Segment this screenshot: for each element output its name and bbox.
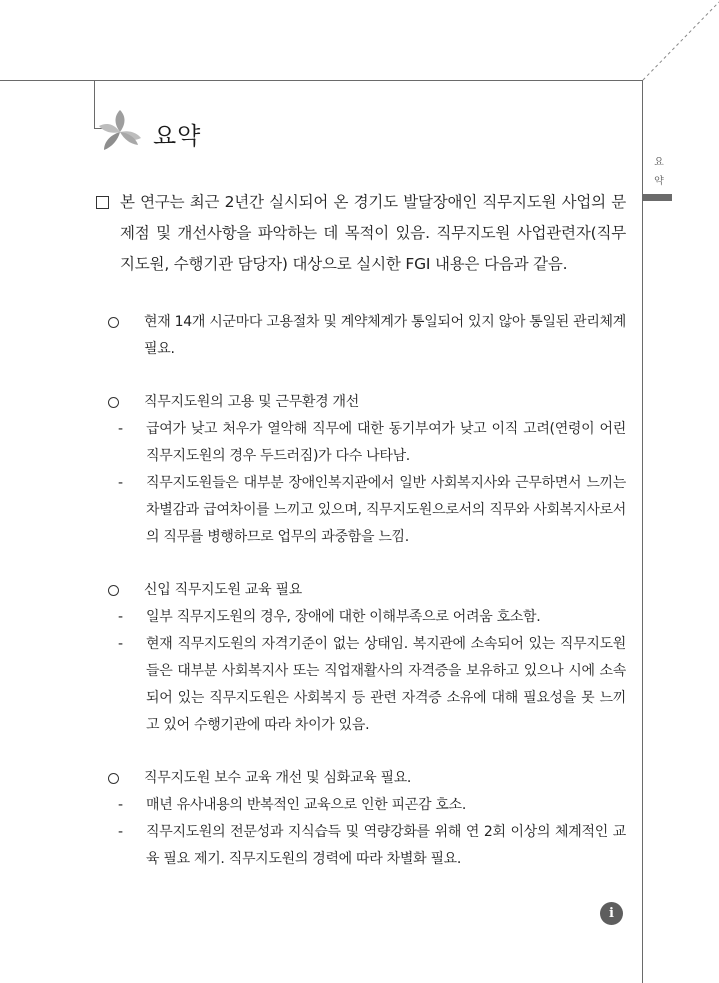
dash-bullet-icon: - bbox=[118, 636, 123, 652]
section-1 bbox=[96, 309, 626, 363]
dash-bullet-icon: - bbox=[118, 824, 123, 840]
section-heading bbox=[108, 389, 626, 416]
list-item-text: 직무지도원의 전문성과 지식습득 및 역량강화를 위해 연 2회 이상의 체계적인 교육 필요 제기. 직무지도원의 경력에 따라 차별화 필요. bbox=[146, 824, 626, 867]
circle-bullet-icon bbox=[108, 309, 119, 338]
side-label-char-2: 약 bbox=[654, 176, 664, 187]
list-item-text: 직무지도원들은 대부분 장애인복지관에서 일반 사회복지사와 근무하면서 느끼는 차별감과 급여차이를 느끼고 있으며, 직무지도원으로서의 직무와 사회복지사로서의 직무를 병행하므로 업무의 과중함을 느낌. bbox=[146, 475, 626, 545]
list-item bbox=[118, 470, 626, 551]
circle-bullet-icon bbox=[108, 389, 119, 418]
side-section-label bbox=[653, 153, 665, 191]
list-item-text: 급여가 낮고 처우가 열악해 직무에 대한 동기부여가 낮고 이직 고려(연령이 어린 직무지도원의 경우 두드러짐)가 다수 나타남. bbox=[146, 421, 626, 464]
list-item-text: 매년 유사내용의 반복적인 교육으로 인한 피곤감 호소. bbox=[146, 797, 466, 813]
list-item bbox=[118, 792, 626, 819]
dash-bullet-icon: - bbox=[118, 609, 123, 625]
checkbox-bullet-icon bbox=[96, 187, 109, 220]
page-title: 요약 bbox=[153, 122, 202, 150]
section-heading bbox=[108, 765, 626, 792]
list-item bbox=[118, 604, 626, 631]
side-label-char-1: 요 bbox=[654, 157, 664, 168]
list-item bbox=[118, 819, 626, 873]
list-item bbox=[118, 631, 626, 739]
section-heading-text: 현재 14개 시군마다 고용절차 및 계약체계가 통일되어 있지 않아 통일된 관리체계 필요. bbox=[144, 314, 626, 357]
section-heading bbox=[108, 577, 626, 604]
section-4 bbox=[96, 765, 626, 873]
dash-bullet-icon: - bbox=[118, 475, 123, 491]
circle-bullet-icon bbox=[108, 577, 119, 606]
section-heading-text: 신입 직무지도원 교육 필요 bbox=[144, 582, 302, 598]
intro-paragraph bbox=[96, 187, 626, 280]
corner-dashed-line bbox=[0, 0, 719, 90]
list-item bbox=[118, 416, 626, 470]
summary-content bbox=[96, 187, 626, 873]
dash-bullet-icon: - bbox=[118, 421, 123, 437]
section-heading-text: 직무지도원의 고용 및 근무환경 개선 bbox=[144, 394, 359, 410]
page-number-badge: i bbox=[600, 902, 623, 925]
right-margin-rule bbox=[642, 80, 643, 983]
section-3 bbox=[96, 577, 626, 739]
leaf-ornament-icon bbox=[98, 110, 142, 154]
intro-text: 본 연구는 최근 2년간 실시되어 온 경기도 발달장애인 직무지도원 사업의 문제점 및 개선사항을 파악하는 데 목적이 있음. 직무지도원 사업관련자(직무지도원, 수행기관 담당자) 대상으로 실시한 FGI 내용은 다음과 같음. bbox=[120, 193, 626, 273]
list-item-text: 일부 직무지도원의 경우, 장애에 대한 이해부족으로 어려움 호소함. bbox=[146, 609, 541, 625]
dash-bullet-icon: - bbox=[118, 797, 123, 813]
section-heading-text: 직무지도원 보수 교육 개선 및 심화교육 필요. bbox=[144, 770, 412, 786]
circle-bullet-icon bbox=[108, 765, 119, 794]
side-tab-bar bbox=[643, 194, 672, 201]
section-heading bbox=[108, 309, 626, 363]
list-item-text: 현재 직무지도원의 자격기준이 없는 상태임. 복지관에 소속되어 있는 직무지도원들은 대부분 사회복지사 또는 직업재활사의 자격증을 보유하고 있으나 시에 소속되어 있는 직무지도원은 사회복지 등 관련 자격증 소유에 대해 필요성을 못 느끼고 있어 수행기관에 따라 차이가 있음. bbox=[146, 636, 626, 733]
section-2 bbox=[96, 389, 626, 551]
